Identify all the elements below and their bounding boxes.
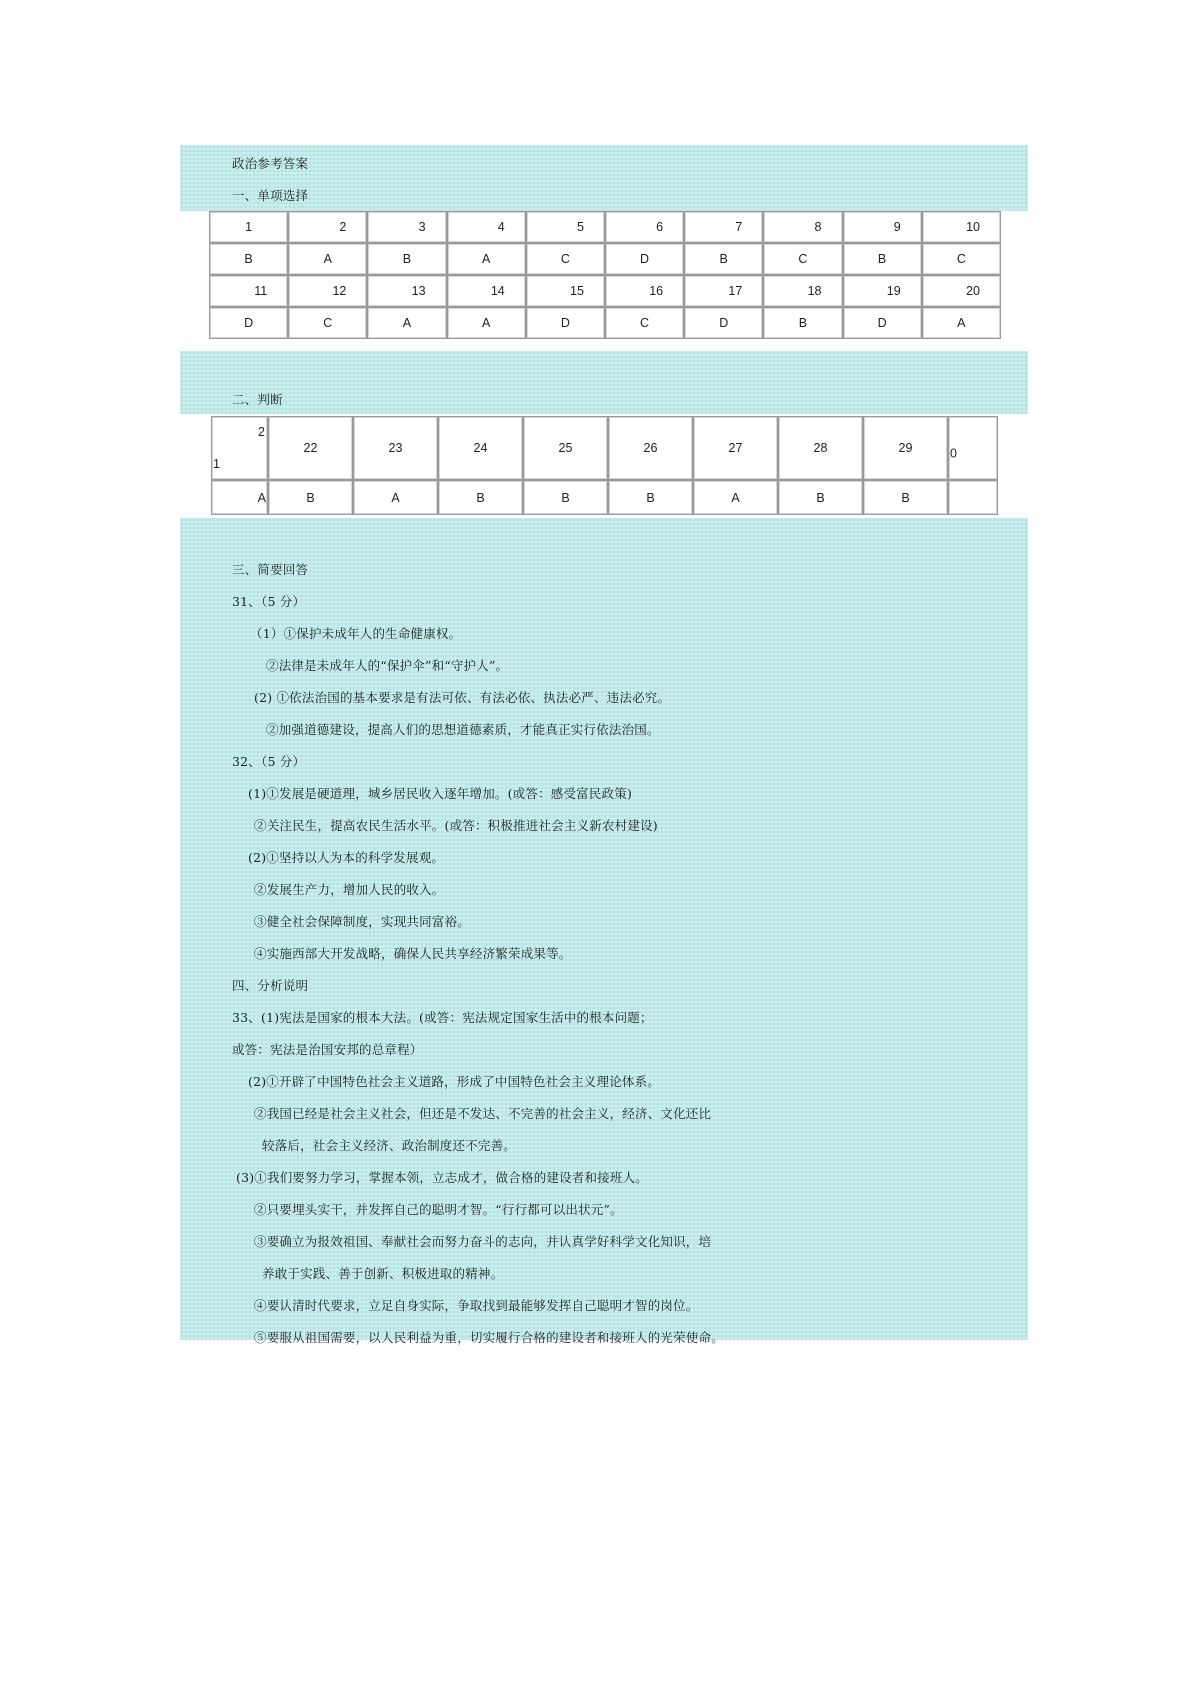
answer-line: ④要认清时代要求，立足自身实际，争取找到最能够发挥自己聪明才智的岗位。 [254,1298,699,1313]
table-cell: 19 [843,275,922,307]
answer-line: (1)①发展是硬道理，城乡居民收入逐年增加。(或答：感受富民政策) [248,786,633,801]
table-cell: D [209,307,288,339]
answer-line: （1）①保护未成年人的生命健康权。 [250,626,462,641]
table-cell: 20 [922,275,1001,307]
section-heading-analysis: 四、分析说明 [232,978,309,993]
table-cell: 18 [763,275,842,307]
table-cell: B [863,480,948,515]
table-cell: A [693,480,778,515]
answer-line: 33、(1)宪法是国家的根本大法。(或答：宪法规定国家生活中的根本问题； [232,1010,653,1025]
table-cell: D [526,307,605,339]
table-cell: B [843,243,922,275]
answer-line: (2) ①依法治国的基本要求是有法可依、有法必依、执法必严、违法必究。 [254,690,671,705]
table-cell [211,480,268,515]
answer-line: ②我国已经是社会主义社会，但还是不发达、不完善的社会主义，经济、文化还比 [254,1106,712,1121]
table-row [209,211,1001,243]
answer-line: 养敢于实践、善于创新、积极进取的精神。 [262,1266,504,1281]
answer-line: 较落后，社会主义经济、政治制度还不完善。 [262,1138,517,1153]
table-cell: B [209,243,288,275]
table-cell: 8 [763,211,842,243]
table-cell: 5 [526,211,605,243]
table-cell: 3 [367,211,446,243]
table-cell: 1 [209,211,288,243]
judge-heading-band [180,351,1028,414]
table-cell: 28 [778,416,863,480]
table-cell: A [447,307,526,339]
table-row [211,480,998,515]
table-cell: C [526,243,605,275]
answer-line: 或答：宪法是治国安邦的总章程） [232,1042,423,1057]
table-cell: 15 [526,275,605,307]
table-cell: A [922,307,1001,339]
table-cell: 17 [684,275,763,307]
answer-line: ③要确立为报效祖国、奉献社会而努力奋斗的志向，并认真学好科学文化知识，培 [254,1234,712,1249]
cell-text: 0 [950,446,957,461]
table-cell: 16 [605,275,684,307]
cell-text-bottom: 1 [213,457,220,471]
question-32-label: 32、（5 分） [232,754,306,769]
cell-text: A [257,490,266,505]
table-cell [948,480,998,515]
answer-line: ⑤要服从祖国需要，以人民利益为重，切实履行合格的建设者和接班人的光荣使命。 [254,1330,724,1345]
table-cell: C [922,243,1001,275]
table-cell: 14 [447,275,526,307]
judge-answer-table [211,416,998,515]
table-cell: 11 [209,275,288,307]
table-cell: 10 [922,211,1001,243]
question-31-label: 31、（5 分） [232,594,306,609]
table-cell: 29 [863,416,948,480]
answer-line: ②关注民生，提高农民生活水平。(或答：积极推进社会主义新农村建设) [254,818,658,833]
table-cell: 7 [684,211,763,243]
table-row [209,275,1001,307]
answer-line: ②发展生产力，增加人民的收入。 [254,882,445,897]
section-heading-short: 三、简要回答 [232,562,309,577]
table-cell: 24 [438,416,523,480]
answer-line: ②加强道德建设，提高人们的思想道德素质，才能真正实行依法治国。 [266,722,660,737]
table-cell: C [605,307,684,339]
table-cell: 9 [843,211,922,243]
table-cell: B [778,480,863,515]
table-cell: A [288,243,367,275]
answer-line: ③健全社会保障制度，实现共同富裕。 [254,914,470,929]
table-cell: B [763,307,842,339]
table-row [209,307,1001,339]
answer-line: ②只要埋头实干，并发挥自己的聪明才智。“行行都可以出状元”。 [254,1202,623,1217]
table-cell: 25 [523,416,608,480]
table-cell: B [608,480,693,515]
table-cell: 22 [268,416,353,480]
table-cell: B [367,243,446,275]
table-cell: B [684,243,763,275]
cell-text-top: 2 [258,425,265,439]
table-cell: B [523,480,608,515]
table-cell: 2 [288,211,367,243]
table-cell: C [288,307,367,339]
table-cell: 13 [367,275,446,307]
table-cell: B [438,480,523,515]
table-row [211,416,998,480]
table-cell: A [367,307,446,339]
answer-line: ②法律是未成年人的“保护伞”和“守护人”。 [266,658,509,673]
table-cell [948,416,998,480]
table-cell: 4 [447,211,526,243]
answer-line: (2)①开辟了中国特色社会主义道路，形成了中国特色社会主义理论体系。 [248,1074,661,1089]
table-cell: D [605,243,684,275]
table-cell: C [763,243,842,275]
section-heading-judge: 二、判断 [232,392,283,407]
page-title: 政治参考答案 [232,156,309,171]
table-cell: A [447,243,526,275]
table-row [209,243,1001,275]
table-cell [211,416,268,480]
answer-line: (2)①坚持以人为本的科学发展观。 [248,850,445,865]
section-heading-mcq: 一、单项选择 [232,188,309,203]
table-cell: 26 [608,416,693,480]
table-cell: 23 [353,416,438,480]
mcq-answer-table [209,211,1001,339]
table-cell: D [684,307,763,339]
table-cell: 12 [288,275,367,307]
answer-line: ④实施西部大开发战略，确保人民共享经济繁荣成果等。 [254,946,572,961]
answer-line: (3)①我们要努力学习，掌握本领，立志成才，做合格的建设者和接班人。 [236,1170,649,1185]
table-cell: D [843,307,922,339]
table-cell: 27 [693,416,778,480]
table-cell: B [268,480,353,515]
table-cell: 6 [605,211,684,243]
table-cell: A [353,480,438,515]
